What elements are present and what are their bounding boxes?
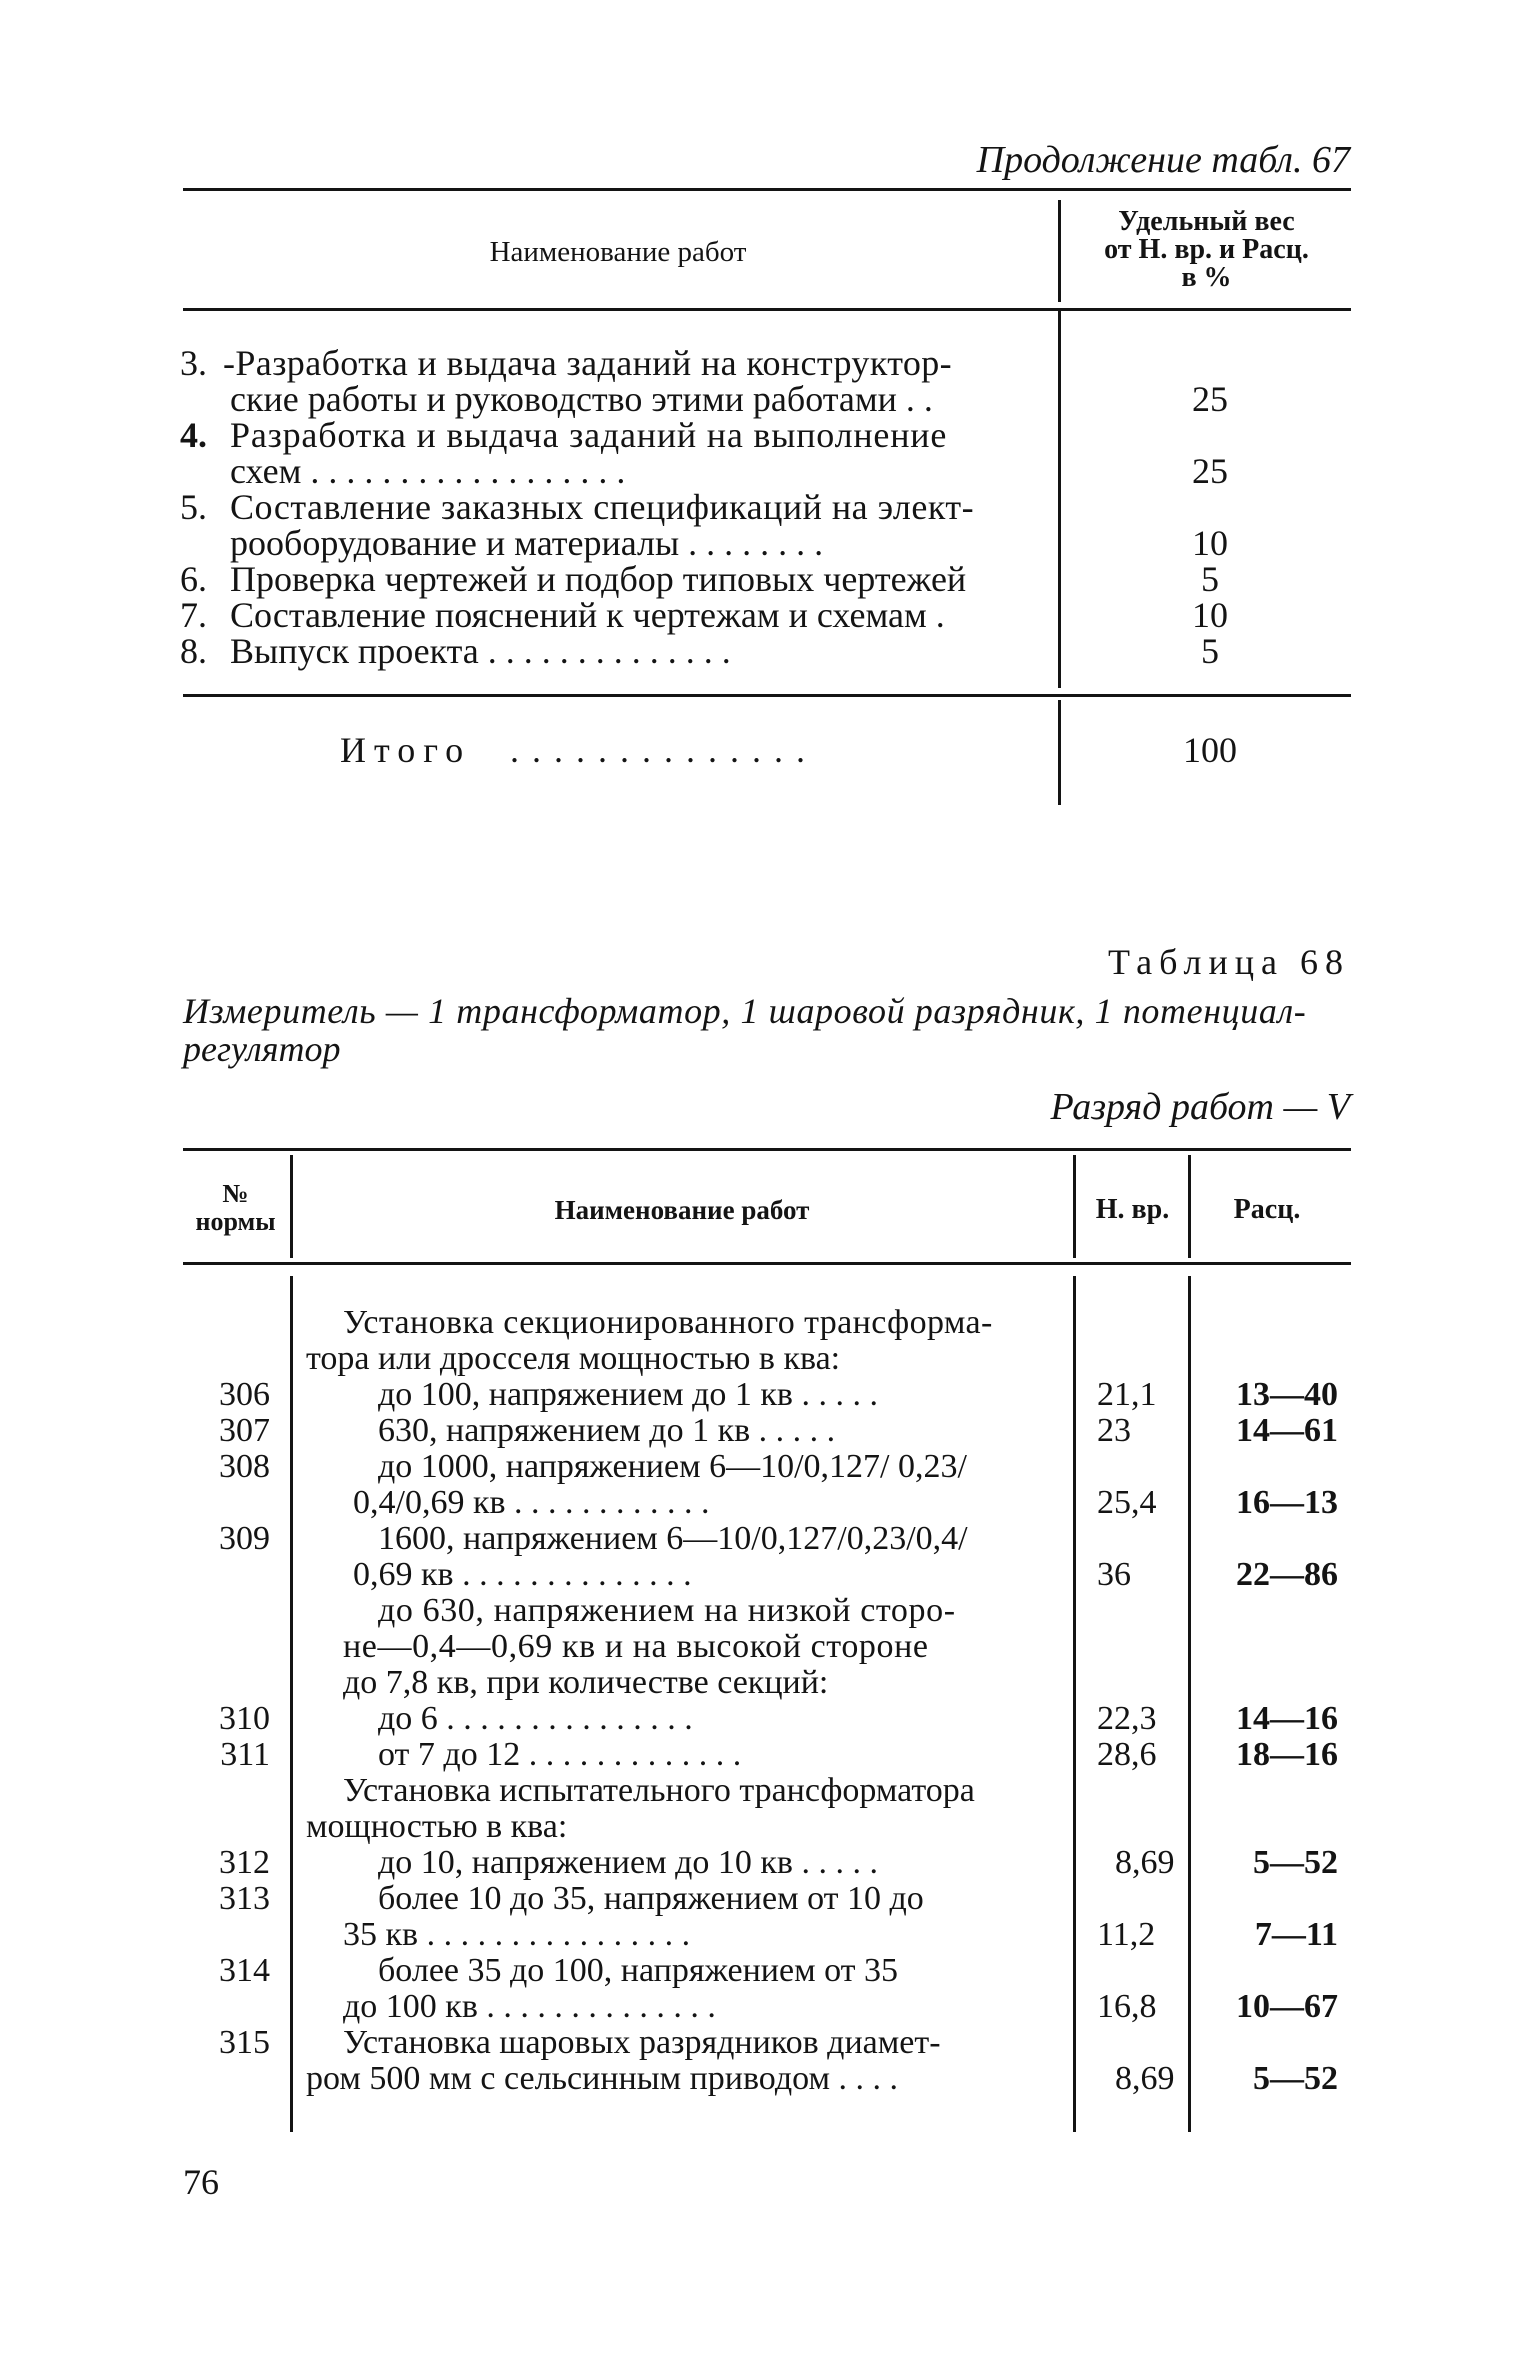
- t67-col-divider-body: [1058, 308, 1061, 688]
- t68-line: до 630, напряжением на низкой сторо-: [378, 1592, 956, 1629]
- t68-rasc-value: 13—40: [1236, 1376, 1338, 1413]
- t67-row-num: 8.: [180, 631, 207, 671]
- t68-norm-number: 312: [219, 1844, 270, 1881]
- t67-header-weight: [1062, 208, 1351, 292]
- t68-line: Установка секционированного трансформа-: [343, 1304, 993, 1341]
- t67-row-text: -Разработка и выдача заданий на конструктор-: [223, 343, 953, 383]
- t68-line: Установка испытательного трансформатора: [343, 1772, 975, 1809]
- t68-header-num-line2: нормы: [195, 1207, 276, 1236]
- t68-rasc-value: 5—52: [1253, 2060, 1338, 2097]
- t68-nvr-value: 28,6: [1097, 1736, 1157, 1773]
- t68-rasc-value: 5—52: [1253, 1844, 1338, 1881]
- t67-row-value: 25: [1192, 451, 1228, 491]
- t68-line: 0,4/0,69 кв . . . . . . . . . . . .: [353, 1484, 710, 1521]
- t68-body-divider-2: [1073, 1276, 1076, 2132]
- t68-line: до 6 . . . . . . . . . . . . . . .: [378, 1700, 693, 1737]
- t68-norm-number: 311: [220, 1736, 270, 1773]
- t68-header-divider-1: [290, 1155, 293, 1258]
- table-68-grade: Разряд работ — V: [1050, 1086, 1350, 1128]
- t68-line: тора или дросселя мощностью в ква:: [306, 1340, 841, 1377]
- t68-rasc-value: 18—16: [1236, 1736, 1338, 1773]
- t68-line: до 1000, напряжением 6—10/0,127/ 0,23/: [378, 1448, 967, 1485]
- t67-total-rule: [183, 694, 1351, 697]
- t68-line: 1600, напряжением 6—10/0,127/0,23/0,4/: [378, 1520, 968, 1557]
- t67-row-num: 4.: [180, 415, 207, 455]
- t68-rasc-value: 10—67: [1236, 1988, 1338, 2025]
- t68-nvr-value: 11,2: [1097, 1916, 1156, 1953]
- t68-line: 630, напряжением до 1 кв . . . . .: [378, 1412, 836, 1449]
- continuation-caption: Продолжение табл. 67: [976, 139, 1350, 181]
- t68-header-num: [183, 1180, 288, 1236]
- t68-norm-number: 314: [219, 1952, 270, 1989]
- table-68-measure-line1: Измеритель — 1 трансформатор, 1 шаровой разрядник, 1 потенциал-: [183, 991, 1307, 1031]
- t68-norm-number: 306: [219, 1376, 270, 1413]
- t68-header-divider-3: [1188, 1155, 1191, 1258]
- t68-rasc-value: 16—13: [1236, 1484, 1338, 1521]
- t67-total-value: 100: [1183, 730, 1237, 770]
- t67-row-value: 25: [1192, 379, 1228, 419]
- t67-row-text: Выпуск проекта . . . . . . . . . . . . . .: [230, 631, 731, 671]
- t68-line: ром 500 мм с сельсинным приводом . . . .: [306, 2060, 898, 2097]
- t68-rasc-value: 22—86: [1236, 1556, 1338, 1593]
- t67-row-text: ские работы и руководство этими работами . .: [230, 379, 933, 419]
- t67-row-value: 5: [1201, 559, 1219, 599]
- t68-norm-number: 309: [219, 1520, 270, 1557]
- t68-rasc-value: 14—61: [1236, 1412, 1338, 1449]
- t68-line: до 7,8 кв, при количестве секций:: [343, 1664, 829, 1701]
- t68-header-rule: [183, 1262, 1351, 1265]
- t68-line: не—0,4—0,69 кв и на высокой стороне: [343, 1628, 929, 1665]
- t68-line: 35 кв . . . . . . . . . . . . . . . .: [343, 1916, 691, 1953]
- t68-line: более 35 до 100, напряжением от 35: [378, 1952, 899, 1989]
- t68-nvr-value: 22,3: [1097, 1700, 1157, 1737]
- t68-nvr-value: 36: [1097, 1556, 1131, 1593]
- table-68-measure: [183, 992, 1306, 1068]
- t68-line: от 7 до 12 . . . . . . . . . . . . .: [378, 1736, 742, 1773]
- t68-norm-number: 313: [219, 1880, 270, 1917]
- t68-header-nvr: Н. вр.: [1095, 1194, 1170, 1225]
- t67-row-text: схем . . . . . . . . . . . . . . . . . .: [230, 451, 626, 491]
- t67-header-rule: [183, 308, 1351, 311]
- t68-norm-number: 315: [219, 2024, 270, 2061]
- t67-row-value: 5: [1201, 631, 1219, 671]
- t68-header-num-line1: №: [222, 1179, 249, 1208]
- t68-nvr-value: 23: [1097, 1412, 1131, 1449]
- t67-header-weight-line1: Удельный вес: [1118, 206, 1295, 237]
- t68-header-rasc: Расц.: [1233, 1194, 1301, 1225]
- t67-top-rule: [183, 188, 1351, 191]
- t67-row-text: Разработка и выдача заданий на выполнение: [230, 415, 948, 455]
- t67-row-value: 10: [1192, 523, 1228, 563]
- t68-rasc-value: 14—16: [1236, 1700, 1338, 1737]
- t67-row-num: 3.: [180, 343, 207, 383]
- table-68-title: Таблица 68: [1108, 942, 1350, 982]
- t67-row-num: 6.: [180, 559, 207, 599]
- page-number: 76: [183, 2162, 219, 2202]
- t68-line: более 10 до 35, напряжением от 10 до: [378, 1880, 924, 1917]
- t68-norm-number: 308: [219, 1448, 270, 1485]
- t68-nvr-value: 21,1: [1097, 1376, 1157, 1413]
- t67-col-divider-header: [1058, 200, 1061, 302]
- t67-row-text: Составление пояснений к чертежам и схемам .: [230, 595, 945, 635]
- t67-row-num: 7.: [180, 595, 207, 635]
- t67-row-text: Проверка чертежей и подбор типовых чертежей: [230, 559, 967, 599]
- t68-rasc-value: 7—11: [1254, 1916, 1338, 1953]
- t68-header-name: Наименование работ: [554, 1195, 810, 1225]
- t68-line: 0,69 кв . . . . . . . . . . . . . .: [353, 1556, 692, 1593]
- t67-header-name: Наименование работ: [489, 236, 747, 268]
- t67-row-text: Составление заказных спецификаций на элект-: [230, 487, 975, 527]
- t67-total-label: Итого: [340, 730, 472, 770]
- t68-header-divider-2: [1073, 1155, 1076, 1258]
- t67-header-weight-line2: от Н. вр. и Расц.: [1104, 234, 1309, 265]
- t67-header-weight-line3: в %: [1181, 262, 1232, 293]
- t68-nvr-value: 8,69: [1115, 1844, 1175, 1881]
- t68-nvr-value: 25,4: [1097, 1484, 1157, 1521]
- t68-line: до 100 кв . . . . . . . . . . . . . .: [343, 1988, 716, 2025]
- t68-nvr-value: 8,69: [1115, 2060, 1175, 2097]
- t68-line: мощностью в ква:: [306, 1808, 568, 1845]
- t67-row-text: рооборудование и материалы . . . . . . . .: [230, 523, 824, 563]
- t67-total-dots: . . . . . . . . . . . . . .: [510, 730, 807, 770]
- t67-row-value: 10: [1192, 595, 1228, 635]
- t67-col-divider-total: [1058, 700, 1061, 805]
- t68-line: до 10, напряжением до 10 кв . . . . .: [378, 1844, 878, 1881]
- t68-norm-number: 307: [219, 1412, 270, 1449]
- t68-norm-number: 310: [219, 1700, 270, 1737]
- table-68-measure-line2: регулятор: [183, 1029, 341, 1069]
- t68-line: до 100, напряжением до 1 кв . . . . .: [378, 1376, 878, 1413]
- t67-row-num: 5.: [180, 487, 207, 527]
- t68-nvr-value: 16,8: [1097, 1988, 1157, 2025]
- t68-line: Установка шаровых разрядников диамет-: [343, 2024, 941, 2061]
- t68-body-divider-1: [290, 1276, 293, 2132]
- t68-top-rule: [183, 1148, 1351, 1151]
